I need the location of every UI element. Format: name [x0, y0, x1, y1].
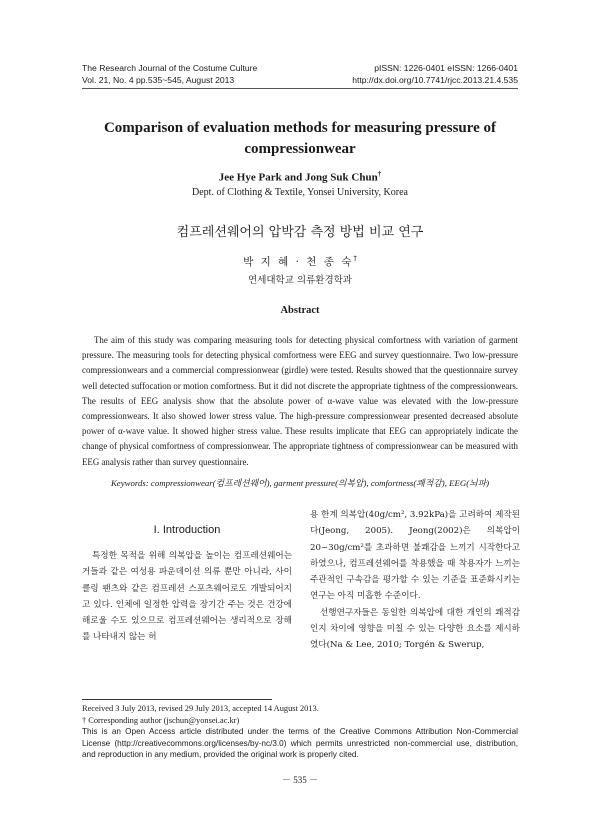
volume-info: Vol. 21, No. 4 pp.535~545, August 2013 — [82, 75, 235, 85]
korean-title: 컴프레션웨어의 압박감 측정 방법 비교 연구 — [176, 225, 424, 240]
body-column-left — [82, 548, 292, 646]
corresponding-mark: † — [377, 170, 382, 178]
body-column-right — [310, 507, 520, 654]
footnote-rule — [82, 699, 272, 700]
abstract-text: The aim of this study was comparing measuring tools for detecting physical comfortness with variation of garment pressure. The measuring tools for detecting physical comfortness were EEG and survey questionnaire. Two low-pressure compressionwears and a commercial compressionwear (girdle) were tested. Results showed that the questionnaire survey well detected suffocation or motion comfortness. But it did not discrete the appropriate tightness of the compressionwears. The results of EEG analysis show that the absolute power of α-wave value was elevated with the low-pressure compressionwears. It also showed lower stress value. The high-pressure compressionwear presented decreased absolute power of α-wave value. It showed higher stress value. These results implicate that EEG can appropriately indicate the change of physical comfortness of compressionwear. The appropriate tightness of compressionwear can be measured with EEG analysis rather than survey questionnaire. — [82, 335, 518, 467]
paper-title: Comparison of evaluation methods for measuring pressure of compressionwear — [103, 120, 497, 157]
doi-link[interactable]: http://dx.doi.org/10.7741/rjcc.2013.21.4.535 — [352, 75, 518, 85]
korean-corresponding-mark: † — [353, 254, 357, 263]
running-header-right — [352, 62, 518, 86]
intro-paragraph-1-continued: 용 한계 의복압(40g/cm², 3.92kPa)을 고려하여 제작된다(Jeong, 2005). Jeong(2002)은 의복압이 20~30g/cm²를 초과하면 불쾌감을 느끼기 시작한다고 하였으나, 컴프레션웨어를 착용했을 때 착용자가 느끼는 주관적인 구속감을 평가할 수 있는 기준을 표준화시키는 연구는 아직 미흡한 수준이다. — [310, 510, 520, 602]
corresponding-author: † Corresponding author (jschun@yonsei.ac.kr) — [82, 715, 240, 725]
open-access-notice: This is an Open Access article distributed under the terms of the Creative Commons Attribution Non-Commercial License (http://creativecommons.org/licenses/by-nc/3.0) which permits unrestricted non-commercial use, distribution, and reproduction in any medium, provided the original work is properly cited. — [82, 727, 518, 760]
intro-paragraph-1: 특정한 목적을 위해 의복압을 높이는 컴프레션웨어는 거들과 같은 여성용 파운데이션 의류 뿐만 아니라, 사이클링 팬츠와 같은 컴프레션 스포츠웨어로도 개발되어지고 있다. 인체에 일정한 압력을 장기간 주는 것은 건강에 해로울 수도 있으므로 컴프레션웨어는 생리적으로 장해를 나타내지 않는 허 — [82, 551, 292, 643]
affiliation: Dept. of Clothing & Textile, Yonsei University, Korea — [192, 187, 408, 198]
author-names: Jee Hye Park and Jong Suk Chun — [218, 171, 378, 184]
abstract-heading: Abstract — [280, 305, 320, 316]
header-rule — [82, 88, 518, 89]
intro-paragraph-2: 선행연구자들은 동일한 의복압에 대한 개인의 쾌적감 인지 차이에 영향을 미칠 수 있는 다양한 요소를 제시하였다(Na & Lee, 2010; Torgén & Swerup, — [310, 607, 520, 651]
running-header-left — [82, 62, 257, 86]
page-number: － 535 － — [281, 775, 318, 785]
korean-affiliation: 연세대학교 의류환경학과 — [248, 275, 352, 286]
korean-author-names: 박 지 혜 · 천 종 숙 — [243, 256, 354, 268]
footnotes — [82, 703, 518, 761]
received-dates: Received 3 July 2013, revised 29 July 2013, accepted 14 August 2013. — [82, 704, 319, 713]
korean-authors — [0, 254, 600, 269]
section-heading-introduction: I. Introduction — [153, 524, 221, 536]
keywords: Keywords: compressionwear(컴프레션웨어), garment pressure(의복압), comfortness(쾌적감), EEG(뇌파) — [110, 478, 490, 488]
issn: pISSN: 1226-0401 eISSN: 1266-0401 — [374, 63, 518, 73]
journal-name: The Research Journal of the Costume Culture — [82, 63, 258, 73]
authors — [0, 170, 600, 184]
